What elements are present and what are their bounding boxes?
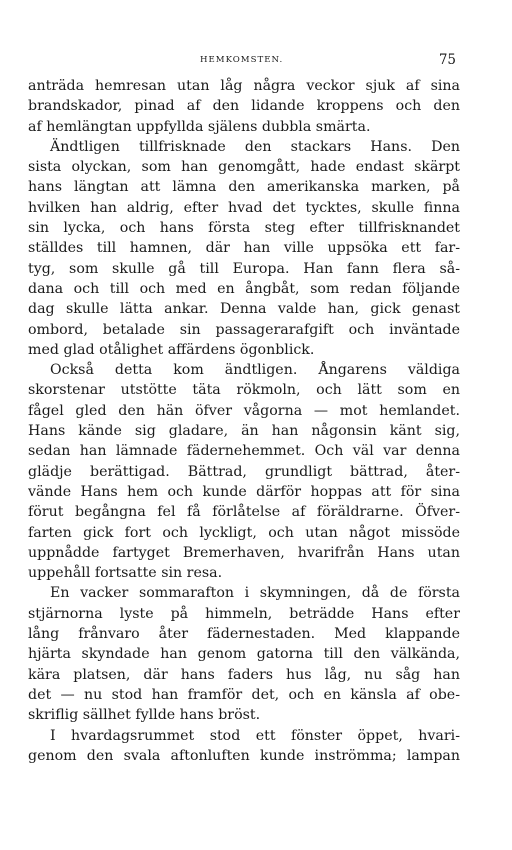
text-line: skorstenar utstötte täta rökmoln, och lätt som en <box>28 382 460 399</box>
text-line: dana och till och med en ångbåt, som redan följande <box>28 280 460 297</box>
text-line: sedan han lämnade fädernehemmet. Och väl var denna <box>28 443 460 460</box>
text-line: En vacker sommarafton i skymningen, då de första <box>50 585 460 602</box>
body-text <box>28 76 460 766</box>
text-line: af hemlängtan uppfyllda själens dubbla smärta. <box>28 118 371 135</box>
text-line: fågel gled den hän öfver vågorna — mot hemlandet. <box>28 402 460 419</box>
text-line: sin lycka, och hans första steg efter tillfrisknandet <box>28 220 460 237</box>
text-line: dag skulle lätta ankar. Denna valde han, gick genast <box>28 301 460 318</box>
text-line: ställdes till hamnen, där han ville uppsöka ett far- <box>28 240 460 257</box>
text-line: Också detta kom ändtligen. Ångarens väldiga <box>50 362 460 379</box>
text-line: det — nu stod han framför det, och en känsla af obe- <box>28 686 460 703</box>
text-line: uppnådde fartyget Bremerhaven, hvarifrån Hans utan <box>28 544 460 561</box>
text-line: lång frånvaro åter fädernestaden. Med klappande <box>28 626 460 643</box>
text-line: anträda hemresan utan låg några veckor sjuk af sina <box>28 78 460 94</box>
text-line: brandskador, pinad af den lidande kroppens och den <box>28 98 460 115</box>
text-line: farten gick fort och lyckligt, och utan något missöde <box>28 524 460 541</box>
running-head: HEMKOMSTEN. <box>200 55 284 65</box>
text-line: med glad otålighet affärdens ögonblick. <box>28 341 315 358</box>
page-number: 75 <box>438 52 456 68</box>
text-line: hjärta skyndade han genom gatorna till den välkända, <box>28 646 460 663</box>
page-header <box>28 52 460 72</box>
text-line: uppehåll fortsatte sin resa. <box>28 565 223 582</box>
text-line: sista olyckan, som han genomgått, hade endast skärpt <box>28 159 460 176</box>
text-line: genom den svala aftonluften kunde inströmma; lampan <box>28 747 460 764</box>
text-line: stjärnorna lyste på himmeln, beträdde Hans efter <box>28 605 460 622</box>
text-line: Ändtligen tillfrisknade den stackars Hans. Den <box>50 138 460 155</box>
text-line: I hvardagsrummet stod ett fönster öppet, hvari- <box>50 727 460 744</box>
text-line: hvilken han aldrig, efter hvad det tycktes, skulle finna <box>28 199 460 216</box>
text-line: skriflig sällhet fyllde hans bröst. <box>28 707 261 724</box>
text-line: glädje berättigad. Bättrad, grundligt bättrad, åter- <box>28 463 460 480</box>
book-page <box>28 0 460 850</box>
text-line: vände Hans hem och kunde därför hoppas att för sina <box>28 483 460 500</box>
text-line: kära platsen, där hans faders hus låg, nu såg han <box>28 666 460 683</box>
text-line: Hans kände sig gladare, än han någonsin känt sig, <box>28 423 460 440</box>
text-line: hans längtan att lämna den amerikanska marken, på <box>28 179 460 196</box>
text-line: tyg, som skulle gå till Europa. Han fann flera så- <box>28 260 460 277</box>
text-line: ombord, betalade sin passagerarafgift och inväntade <box>28 321 460 338</box>
text-line: förut begångna fel få förlåtelse af föräldrarne. Öfver- <box>28 504 460 521</box>
